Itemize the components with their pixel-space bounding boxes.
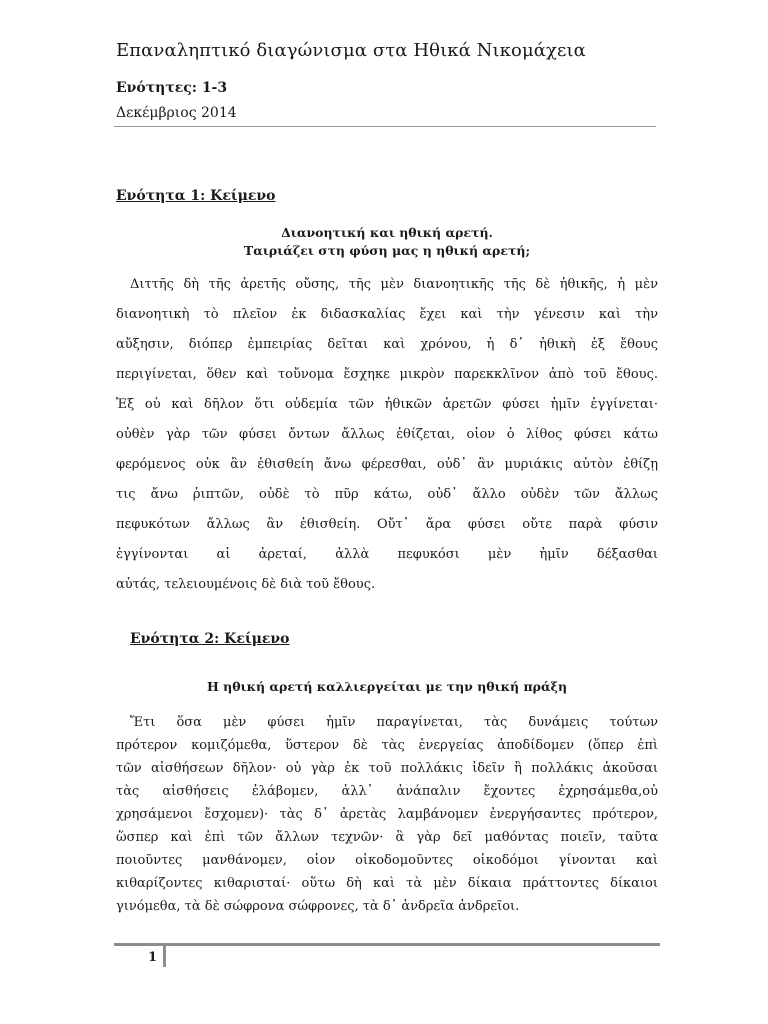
section1-line: πεφυκότων ἄλλως ἂν ἐθισθείη. Οὔτ᾽ ἄρα φύσει οὔτε παρὰ φύσιν — [116, 517, 658, 532]
section1-line: ἐγγίνονται αἱ ἀρεταί, ἀλλὰ πεφυκόσι μὲν ἡμῖν δέξασθαι — [116, 547, 658, 562]
section1-line: φερόμενος οὐκ ἂν ἐθισθείη ἄνω φέρεσθαι, οὐδ᾽ ἂν μυριάκις αὐτὸν ἐθίζῃ — [116, 457, 658, 472]
section1-line: αὐτάς, τελειουμένοις δὲ διὰ τοῦ ἔθους. — [116, 577, 376, 592]
section2-line: πρότερον κομιζόμεθα, ὕστερον δὲ τὰς ἐνεργείας ἀποδίδομεν (ὅπερ ἐπὶ — [116, 738, 658, 753]
section2-line: τὰς αἰσθήσεις ἐλάβομεν, ἀλλ᾽ ἀνάπαλιν ἔχοντες ἐχρησάμεθα,οὐ — [116, 784, 658, 799]
section2-line: ὥσπερ καὶ ἐπὶ τῶν ἄλλων τεχνῶν· ἃ γὰρ δεῖ μαθόντας ποιεῖν, ταῦτα — [116, 830, 658, 845]
section1-subtitle-line2: Ταιριάζει στη φύση μας η ηθική αρετή; — [243, 243, 531, 258]
section2-line: ποιοῦντες μανθάνομεν, οἷον οἰκοδομοῦντες οἰκοδόμοι γίνονται καὶ — [116, 853, 658, 868]
section2-subtitle: Η ηθική αρετή καλλιεργείται με την ηθική πράξη — [206, 679, 568, 694]
document-units: Ενότητες: 1-3 — [116, 80, 228, 96]
section2-line: κιθαρίζοντες κιθαρισταί· οὕτω δὴ καὶ τὰ μὲν δίκαια πράττοντες δίκαιοι — [116, 876, 658, 891]
document-title: Επαναληπτικό διαγώνισμα στα Ηθικά Νικομάχεια — [116, 40, 586, 61]
section1-line: οὐθὲν γὰρ τῶν φύσει ὄντων ἄλλως ἐθίζεται, οἷον ὁ λίθος φύσει κάτω — [116, 427, 658, 442]
section2-heading: Ενότητα 2: Κείμενο — [130, 631, 290, 647]
section1-heading: Ενότητα 1: Κείμενο — [116, 188, 276, 204]
section1-line: Διττῆς δὴ τῆς ἀρετῆς οὔσης, τῆς μὲν διανοητικῆς τῆς δὲ ἠθικῆς, ἡ μὲν — [130, 277, 658, 292]
section1-line: αὔξησιν, διόπερ ἐμπειρίας δεῖται καὶ χρόνου, ἡ δ᾽ ἠθικὴ ἐξ ἔθους — [116, 337, 658, 352]
section1-line: περιγίνεται, ὅθεν καὶ τοὔνομα ἔσχηκε μικρὸν παρεκκλῖνον ἀπὸ τοῦ ἔθους. — [116, 367, 658, 382]
section2-line: τῶν αἰσθήσεων δῆλον· οὐ γὰρ ἐκ τοῦ πολλάκις ἰδεῖν ἢ πολλάκις ἀκοῦσαι — [116, 761, 658, 776]
section1-line: τις ἄνω ῥιπτῶν, οὐδὲ τὸ πῦρ κάτω, οὐδ᾽ ἄλλο οὐδὲν τῶν ἄλλως — [116, 487, 658, 502]
section2-line: Ἔτι ὅσα μὲν φύσει ἡμῖν παραγίνεται, τὰς δυνάμεις τούτων — [130, 715, 658, 730]
page-number-bar — [163, 945, 166, 967]
section1-line: Ἐξ οὗ καὶ δῆλον ὅτι οὐδεμία τῶν ἠθικῶν ἀρετῶν φύσει ἡμῖν ἐγγίνεται· — [116, 397, 658, 412]
page-number: 1 — [148, 950, 158, 965]
section2-line: γινόμεθα, τὰ δὲ σώφρονα σώφρονες, τὰ δ᾽ ἀνδρεῖα ἀνδρεῖοι. — [116, 899, 520, 914]
section1-line: διανοητικὴ τὸ πλεῖον ἐκ διδασκαλίας ἔχει καὶ τὴν γένεσιν καὶ τὴν — [116, 307, 658, 322]
section1-subtitle-line1: Διανοητική και ηθική αρετή. — [281, 225, 493, 240]
document-date: Δεκέμβριος 2014 — [116, 105, 237, 121]
header-divider — [114, 126, 656, 127]
footer-divider — [114, 943, 660, 946]
section2-line: χρησάμενοι ἔσχομεν)· τὰς δ᾽ ἀρετὰς λαμβάνομεν ἐνεργήσαντες πρότερον, — [116, 807, 658, 822]
